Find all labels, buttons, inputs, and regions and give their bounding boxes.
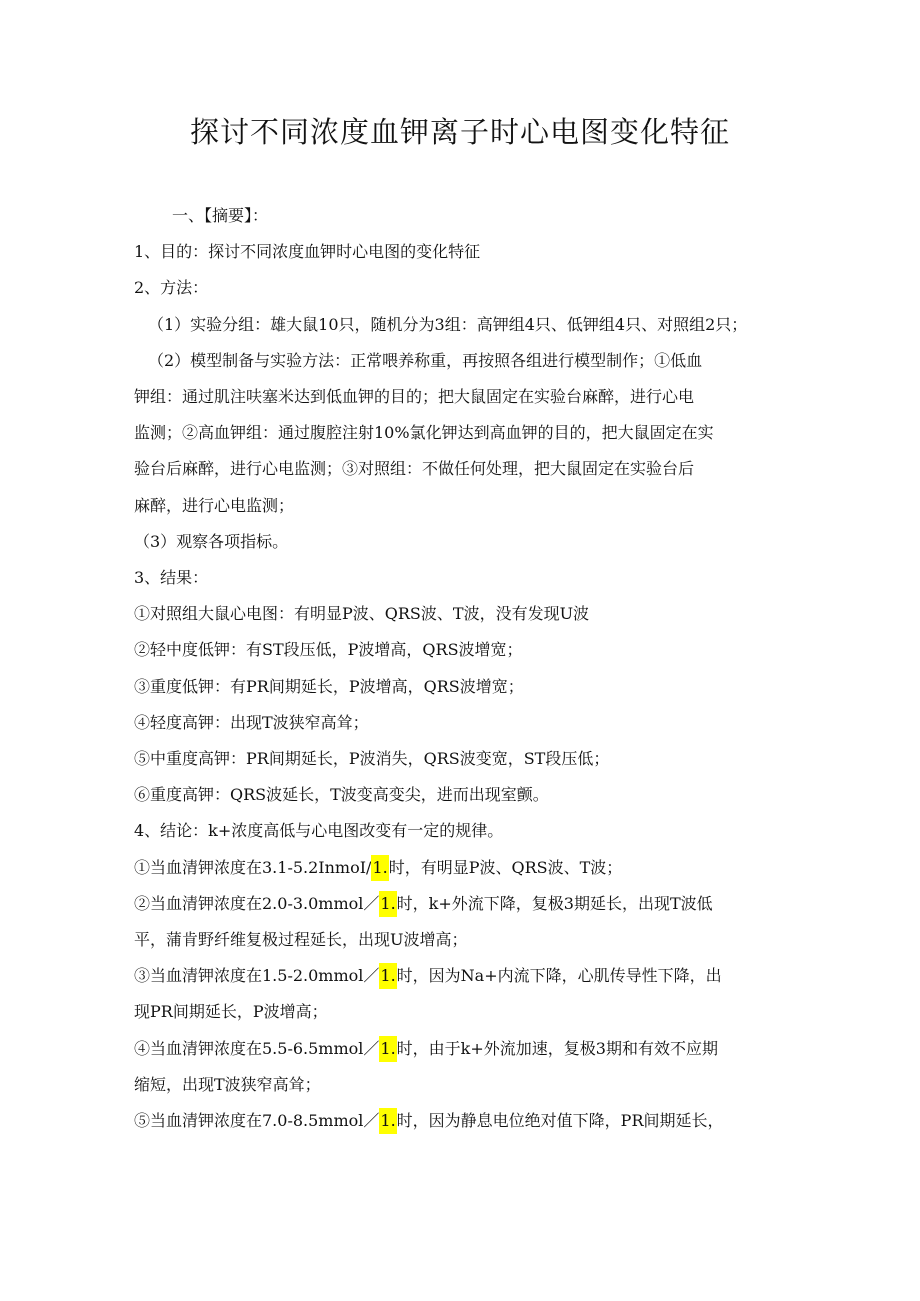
conclusion-line — [134, 1031, 794, 1067]
paragraph-line: 验台后麻醉，进行心电监测；③对照组：不做任何处理，把大鼠固定在实验台后 — [134, 459, 695, 479]
paragraph-line: 监测；②高血钾组：通过腹腔注射10%氯化钾达到高血钾的目的，把大鼠固定在实 — [134, 423, 714, 443]
conclusion-text: 时，k+外流下降，复极3期延长，出现T波低 — [396, 893, 713, 913]
conclusion-text: ⑤当血清钾浓度在7.0-8.5mmol／ — [134, 1111, 380, 1131]
conclusion-line — [134, 886, 794, 922]
highlighted-unit: 1. — [379, 963, 396, 989]
highlighted-unit: 1. — [371, 855, 388, 881]
conclusion-line: 缩短，出现T波狭窄高耸； — [134, 1074, 321, 1094]
paragraph-line: 4、结论：k+浓度高低与心电图改变有一定的规律。 — [134, 821, 504, 841]
paragraph-line: 2、方法： — [134, 278, 209, 298]
paragraph-line: ③重度低钾：有PR间期延长，P波增高，QRS波增宽； — [134, 676, 524, 696]
conclusion-line: 平，蒲肯野纤维复极过程延长，出现U波增高； — [134, 930, 468, 950]
paragraph-line: 1、目的：探讨不同浓度血钾时心电图的变化特征 — [134, 242, 481, 262]
paragraph-line: （1）实验分组：雄大鼠10只，随机分为3组：高钾组4只、低钾组4只、对照组2只； — [148, 314, 748, 334]
conclusion-text: 时，有明显P波、QRS波、T波； — [388, 857, 623, 877]
conclusion-text: 时，由于k+外流加速，复极3期和有效不应期 — [396, 1038, 718, 1058]
highlighted-unit: 1. — [379, 891, 396, 917]
highlighted-unit: 1. — [379, 1036, 396, 1062]
conclusion-text: 时，因为Na+内流下降，心肌传导性下降，出 — [396, 966, 722, 986]
conclusion-text: ③当血清钾浓度在1.5-2.0mmol／ — [134, 966, 380, 986]
paragraph-line: ④轻度高钾：出现T波狭窄高耸； — [134, 712, 369, 732]
section-heading-abstract: 一、【摘要】： — [172, 206, 269, 225]
conclusion-text: 时，因为静息电位绝对值下降，PR间期延长， — [396, 1111, 724, 1131]
paragraph-line: 钾组：通过肌注呋塞米达到低血钾的目的；把大鼠固定在实验台麻醉，进行心电 — [134, 387, 695, 407]
document-body — [134, 198, 794, 1139]
document-title: 探讨不同浓度血钾离子时心电图变化特征 — [189, 115, 730, 149]
conclusion-line — [134, 1103, 794, 1139]
highlighted-unit: 1. — [379, 1108, 396, 1134]
conclusion-line — [134, 958, 794, 994]
paragraph-line: （3）观察各项指标。 — [134, 531, 289, 551]
conclusion-text: ②当血清钾浓度在2.0-3.0mmol／ — [134, 893, 380, 913]
conclusion-text: ①当血清钾浓度在3.1-5.2InmoI/ — [134, 857, 372, 877]
paragraph-line: ⑤中重度高钾：PR间期延长，P波消失，QRS波变宽，ST段压低； — [134, 749, 610, 769]
paragraph-line: （2）模型制备与实验方法：正常喂养称重，再按照各组进行模型制作；①低血 — [148, 350, 703, 370]
paragraph-line: ②轻中度低钾：有ST段压低，P波增高，QRS波增宽； — [134, 640, 523, 660]
conclusion-line: 现PR间期延长，P波增高； — [134, 1002, 328, 1022]
paragraph-line: ⑥重度高钾：QRS波延长，T波变高变尖，进而出现室颤。 — [134, 785, 549, 805]
conclusion-text: ④当血清钾浓度在5.5-6.5mmol／ — [134, 1038, 380, 1058]
paragraph-line: ①对照组大鼠心电图：有明显P波、QRS波、T波，没有发现U波 — [134, 604, 590, 624]
paragraph-line: 3、结果： — [134, 568, 209, 588]
paragraph-line: 麻醉，进行心电监测； — [134, 495, 295, 515]
conclusion-line — [134, 850, 794, 886]
